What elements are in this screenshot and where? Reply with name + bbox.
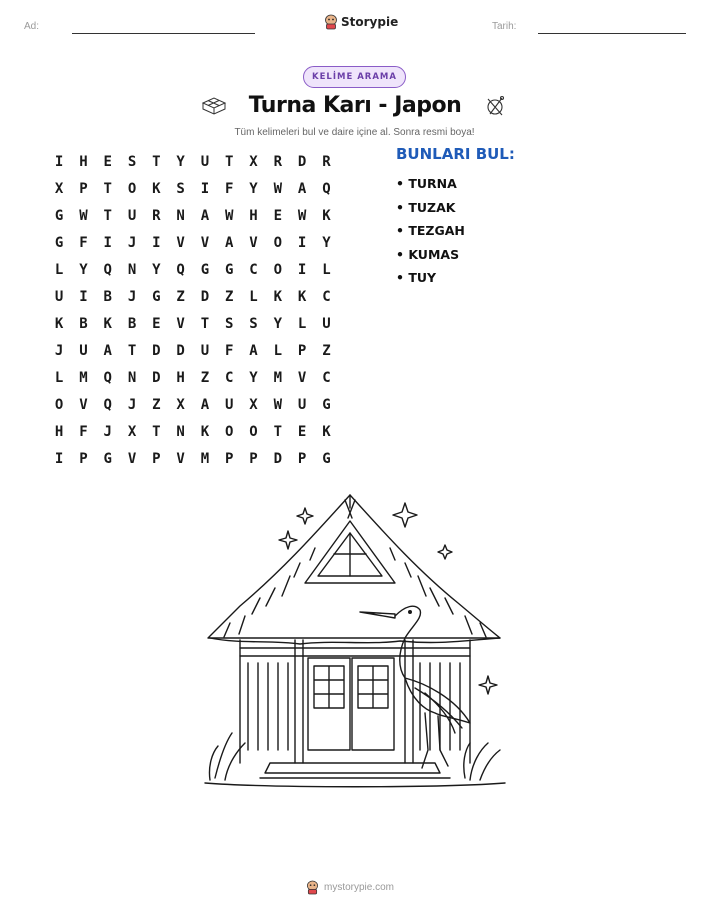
instructions: Tüm kelimeleri bul ve daire içine al. Sonra resmi boya! [234,127,475,138]
grid-cell[interactable]: Y [152,261,161,278]
grid-cell[interactable]: L [54,369,64,386]
grid-cell[interactable]: K [152,180,161,197]
brand-logo [324,14,398,30]
word-list-item: • TURNA [396,172,465,196]
grid-row [47,202,339,229]
grid-cell[interactable]: X [249,396,258,413]
grid-cell[interactable]: J [103,423,112,440]
grid-cell[interactable]: I [297,261,307,278]
grid-cell[interactable]: V [127,450,137,467]
grid-cell[interactable]: O [127,180,137,197]
grid-cell[interactable]: C [225,369,234,386]
grid-cell[interactable]: U [127,207,137,224]
grid-cell[interactable]: G [322,396,331,413]
grid-cell[interactable]: G [200,261,210,278]
grid-cell[interactable]: S [225,315,234,332]
grid-cell[interactable]: Z [152,396,161,413]
grid-cell[interactable]: M [200,450,210,467]
grid-cell[interactable]: V [176,315,185,332]
grid-cell[interactable]: G [322,450,331,467]
grid-cell[interactable]: I [152,234,161,251]
grid-cell[interactable]: I [103,234,112,251]
grid-cell[interactable]: Y [322,234,331,251]
grid-cell[interactable]: V [79,396,88,413]
grid-cell[interactable]: U [322,315,331,332]
grid-cell[interactable]: U [297,396,307,413]
grid-cell[interactable]: T [225,153,234,170]
grid-cell[interactable]: S [127,153,137,170]
grid-cell[interactable]: L [273,342,283,359]
grid-cell[interactable]: Q [103,261,112,278]
grid-cell[interactable]: Q [176,261,185,278]
grid-cell[interactable]: M [273,369,283,386]
grid-cell[interactable]: Y [249,180,258,197]
footer-url: mystorypie.com [324,882,395,893]
grid-cell[interactable]: K [322,207,331,224]
grid-cell[interactable]: K [322,423,331,440]
grid-cell[interactable]: V [200,234,210,251]
grid-cell[interactable]: P [152,450,161,467]
grid-cell[interactable]: H [54,423,64,440]
grid-cell[interactable]: F [225,342,234,359]
grid-cell[interactable]: I [79,288,88,305]
grid-cell[interactable]: J [54,342,64,359]
grid-cell[interactable]: U [79,342,88,359]
grid-cell[interactable]: C [249,261,258,278]
name-label: Ad: [24,21,40,32]
grid-cell[interactable]: E [297,423,307,440]
grid-row [47,445,339,472]
grid-cell[interactable]: Q [322,180,331,197]
grid-cell[interactable]: K [297,288,307,305]
grid-cell[interactable]: H [249,207,258,224]
grid-cell[interactable]: B [103,288,112,305]
grid-cell[interactable]: T [127,342,137,359]
grid-cell[interactable]: E [273,207,283,224]
grid-cell[interactable]: J [127,288,137,305]
grid-cell[interactable]: H [176,369,185,386]
grid-cell[interactable]: A [225,234,234,251]
grid-cell[interactable]: A [249,342,258,359]
grid-cell[interactable]: K [273,288,283,305]
grid-cell[interactable]: N [176,207,185,224]
grid-cell[interactable]: J [127,396,137,413]
grid-row [47,364,339,391]
sewing-loom-icon [482,93,508,119]
grid-cell[interactable]: Z [176,288,185,305]
grid-cell[interactable]: G [54,207,64,224]
storypie-mascot-icon [306,880,319,895]
grid-cell[interactable]: L [322,261,331,278]
grid-cell[interactable]: I [54,450,64,467]
fabric-icon [200,95,228,117]
grid-cell[interactable]: G [54,234,64,251]
grid-cell[interactable]: G [225,261,234,278]
grid-cell[interactable]: X [54,180,64,197]
date-label: Tarih: [492,21,517,32]
grid-cell[interactable]: D [152,369,161,386]
grid-cell[interactable]: A [103,342,112,359]
grid-cell[interactable]: P [297,450,307,467]
grid-cell[interactable]: B [127,315,137,332]
grid-cell[interactable]: T [273,423,283,440]
grid-cell[interactable]: A [297,180,307,197]
grid-cell[interactable]: R [273,153,283,170]
grid-row [47,391,339,418]
grid-cell[interactable]: T [200,315,210,332]
grid-cell[interactable]: C [322,288,331,305]
word-list-item: • TUZAK [396,196,465,220]
grid-cell[interactable]: Y [79,261,88,278]
word-list [396,172,465,290]
grid-cell[interactable]: U [225,396,234,413]
grid-cell[interactable]: W [273,396,283,413]
grid-cell[interactable]: F [79,423,88,440]
grid-cell[interactable]: J [127,234,137,251]
grid-cell[interactable]: W [273,180,283,197]
grid-cell[interactable]: Y [273,315,283,332]
grid-cell[interactable]: D [200,288,210,305]
grid-cell[interactable]: X [176,396,185,413]
grid-cell[interactable]: S [249,315,258,332]
grid-cell[interactable]: W [225,207,234,224]
grid-cell[interactable]: Q [103,369,112,386]
grid-cell[interactable]: T [103,180,112,197]
grid-cell[interactable]: O [225,423,234,440]
grid-cell[interactable]: D [273,450,283,467]
grid-row [47,283,339,310]
grid-cell[interactable]: F [79,234,88,251]
grid-cell[interactable]: D [297,153,307,170]
grid-row [47,229,339,256]
grid-cell[interactable]: Z [200,369,210,386]
grid-cell[interactable]: O [273,234,283,251]
grid-cell[interactable]: R [322,153,331,170]
grid-row [47,148,339,175]
grid-cell[interactable]: Z [225,288,234,305]
grid-cell[interactable]: G [152,288,161,305]
grid-cell[interactable]: A [200,207,210,224]
grid-row [47,175,339,202]
grid-cell[interactable]: F [225,180,234,197]
grid-cell[interactable]: K [200,423,210,440]
grid-cell[interactable]: W [297,207,307,224]
grid-cell[interactable]: T [152,423,161,440]
grid-cell[interactable]: T [103,207,112,224]
grid-cell[interactable]: G [103,450,112,467]
word-search-grid [47,148,339,472]
word-list-item: • TEZGAH [396,219,465,243]
grid-cell[interactable]: Y [176,153,185,170]
grid-cell[interactable]: P [249,450,258,467]
grid-cell[interactable]: V [176,450,185,467]
grid-cell[interactable]: V [176,234,185,251]
grid-cell[interactable]: O [273,261,283,278]
grid-cell[interactable]: M [79,369,88,386]
grid-cell[interactable]: P [79,180,88,197]
grid-cell[interactable]: O [249,423,258,440]
name-line [72,33,255,34]
storypie-mascot-icon [324,14,338,30]
grid-cell[interactable]: P [225,450,234,467]
page-title: Turna Karı - Japon [248,93,462,118]
grid-cell[interactable]: P [79,450,88,467]
grid-cell[interactable]: X [249,153,258,170]
grid-cell[interactable]: W [79,207,88,224]
grid-cell[interactable]: Y [249,369,258,386]
grid-cell[interactable]: L [54,261,64,278]
grid-cell[interactable]: V [297,369,307,386]
brand-name: Storypie [341,15,399,29]
footer [306,880,394,895]
category-badge: KELİME ARAMA [303,66,406,88]
grid-cell[interactable]: L [297,315,307,332]
hut-and-crane-illustration [200,488,510,803]
grid-cell[interactable]: X [127,423,137,440]
grid-row [47,310,339,337]
grid-cell[interactable]: U [200,153,210,170]
grid-cell[interactable]: E [103,153,112,170]
grid-cell[interactable]: D [152,342,161,359]
grid-cell[interactable]: I [54,153,64,170]
grid-cell[interactable]: S [176,180,185,197]
date-line [538,33,686,34]
grid-cell[interactable]: K [103,315,112,332]
grid-row [47,418,339,445]
word-list-item: • KUMAS [396,243,465,267]
grid-row [47,337,339,364]
grid-cell[interactable]: V [249,234,258,251]
grid-cell[interactable]: U [54,288,64,305]
grid-cell[interactable]: N [127,261,137,278]
grid-cell[interactable]: O [54,396,64,413]
grid-cell[interactable]: A [200,396,210,413]
grid-cell[interactable]: D [176,342,185,359]
grid-cell[interactable]: H [79,153,88,170]
grid-cell[interactable]: E [152,315,161,332]
grid-cell[interactable]: Z [322,342,331,359]
grid-cell[interactable]: N [127,369,137,386]
grid-cell[interactable]: T [152,153,161,170]
grid-cell[interactable]: P [297,342,307,359]
grid-cell[interactable]: L [249,288,258,305]
word-list-title: BUNLARI BUL: [396,145,515,163]
grid-cell[interactable]: C [322,369,331,386]
grid-cell[interactable]: R [152,207,161,224]
grid-cell[interactable]: I [200,180,210,197]
grid-cell[interactable]: Q [103,396,112,413]
grid-row [47,256,339,283]
grid-cell[interactable]: B [79,315,88,332]
grid-cell[interactable]: N [176,423,185,440]
grid-cell[interactable]: I [297,234,307,251]
grid-cell[interactable]: K [54,315,64,332]
word-list-item: • TUY [396,266,465,290]
grid-cell[interactable]: U [200,342,210,359]
